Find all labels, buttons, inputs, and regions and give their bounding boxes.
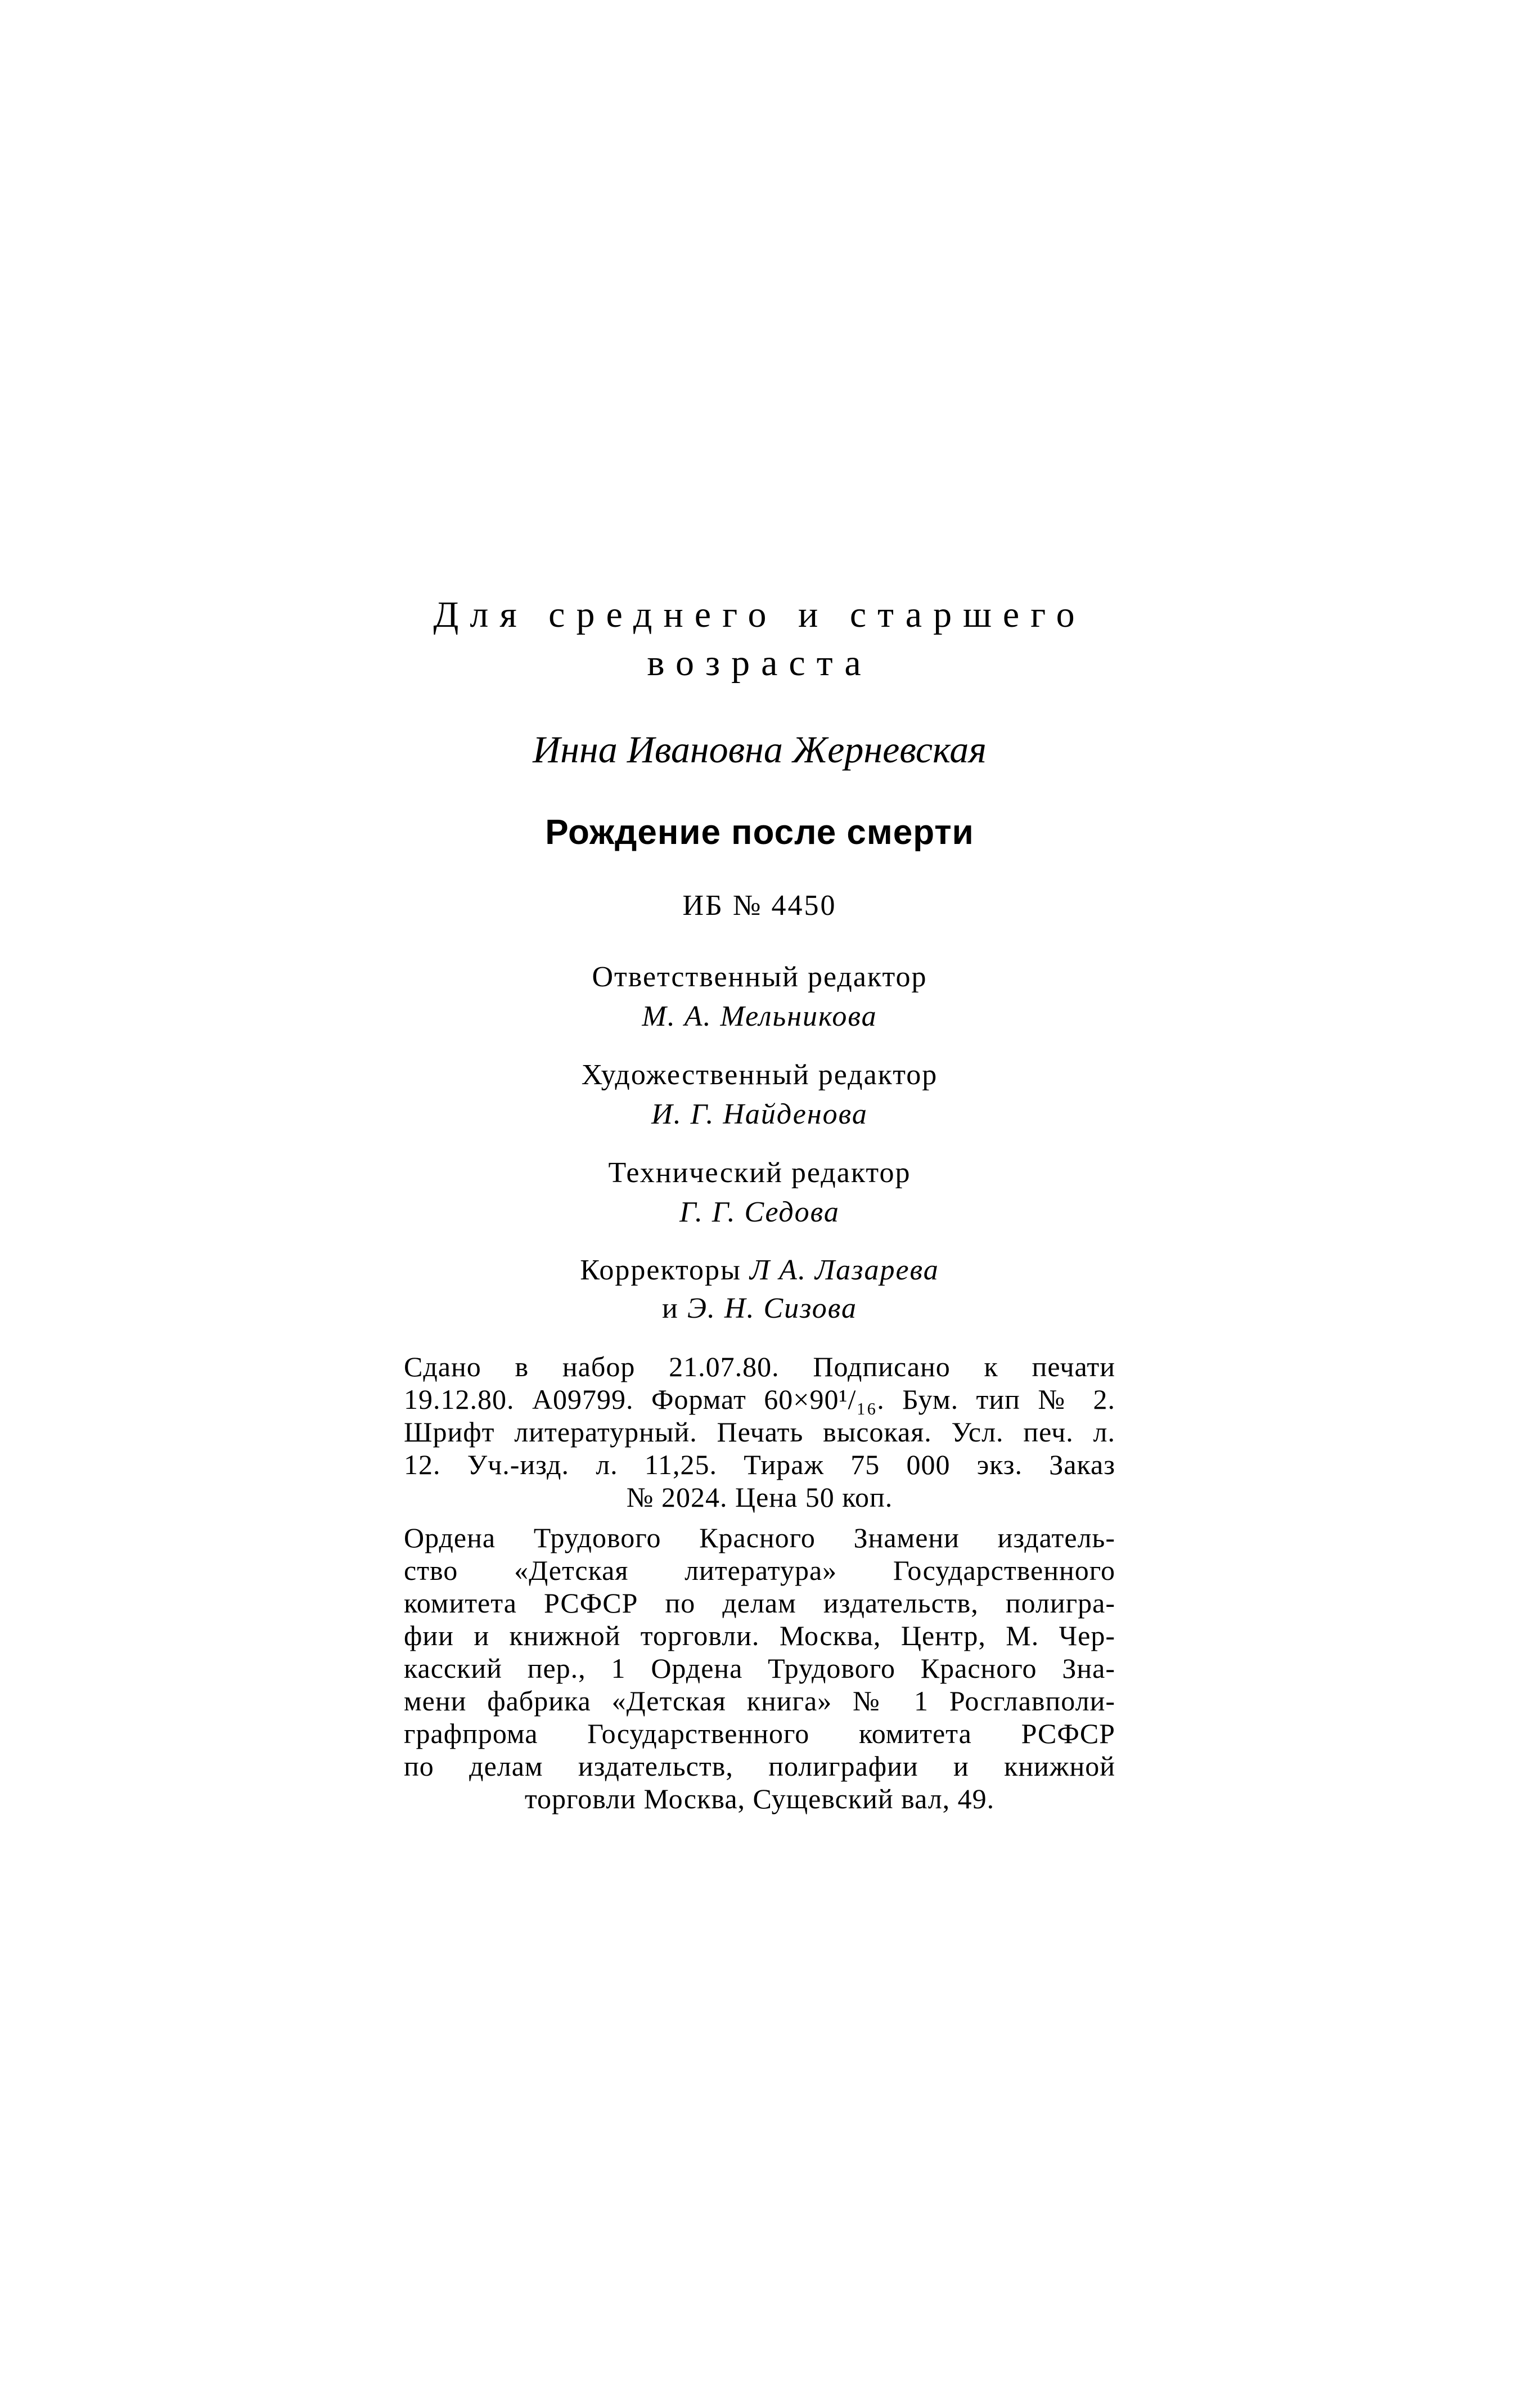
publisher-line: торговли Москва, Сущевский вал, 49. xyxy=(524,1783,995,1814)
publisher-line: касский пер., 1 Ордена Трудового Красного Зна- xyxy=(404,1652,1115,1684)
publisher-line: по делам издательств, полиграфии и книжной xyxy=(404,1750,1115,1782)
audience-note xyxy=(404,591,1115,688)
imprint-line: 12. Уч.-изд. л. 11,25. Тираж 75 000 экз. Заказ xyxy=(404,1449,1115,1480)
correctors-line-2 xyxy=(404,1290,1115,1328)
correctors-block xyxy=(404,1251,1115,1328)
imprint-line: № 2024. Цена 50 коп. xyxy=(626,1481,893,1513)
correctors-label: Корректоры xyxy=(580,1254,741,1286)
publisher-line: фии и книжной торговли. Москва, Центр, М. Чер- xyxy=(404,1620,1115,1651)
publisher-info xyxy=(404,1521,1115,1815)
imprint-line: Шрифт литературный. Печать высокая. Усл. печ. л. xyxy=(404,1416,1115,1448)
audience-line-1: Для среднего и старшего xyxy=(433,594,1086,635)
publisher-line: графпрома Государственного комитета РСФСР xyxy=(404,1718,1115,1749)
correctors-line-1 xyxy=(404,1251,1115,1290)
credit-person: Г. Г. Седова xyxy=(679,1196,840,1228)
corrector-person-2: Э. Н. Сизова xyxy=(687,1292,857,1324)
credit-person: И. Г. Найденова xyxy=(651,1098,868,1130)
colophon-column xyxy=(404,591,1115,1815)
author-name: Инна Ивановна Жерневская xyxy=(533,728,987,771)
credit-responsible-editor xyxy=(404,958,1115,1036)
credit-technical-editor xyxy=(404,1153,1115,1232)
ib-number: ИБ № 4450 xyxy=(682,890,837,922)
correctors-conjunction: и xyxy=(662,1292,679,1324)
corrector-person-1: Л А. Лазарева xyxy=(749,1254,939,1286)
imprint-line: 19.12.80. А09799. Формат 60×90¹/₁₆. Бум. тип № 2. xyxy=(404,1384,1115,1415)
print-imprint xyxy=(404,1350,1115,1513)
credit-role: Технический редактор xyxy=(608,1157,911,1189)
imprint-line: Сдано в набор 21.07.80. Подписано к печати xyxy=(404,1351,1115,1382)
audience-line-2: возраста xyxy=(647,643,872,684)
credit-role: Художественный редактор xyxy=(581,1059,938,1091)
publisher-line: комитета РСФСР по делам издательств, полигра- xyxy=(404,1587,1115,1619)
publisher-line: Ордена Трудового Красного Знамени издатель- xyxy=(404,1522,1115,1553)
publisher-line: мени фабрика «Детская книга» № 1 Росглавполи- xyxy=(404,1685,1115,1717)
credit-role: Ответственный редактор xyxy=(592,961,927,993)
credit-person: М. А. Мельникова xyxy=(642,1000,877,1032)
book-title: Рождение после смерти xyxy=(545,813,974,852)
credit-art-editor xyxy=(404,1055,1115,1134)
publisher-line: ство «Детская литература» Государственного xyxy=(404,1555,1115,1586)
